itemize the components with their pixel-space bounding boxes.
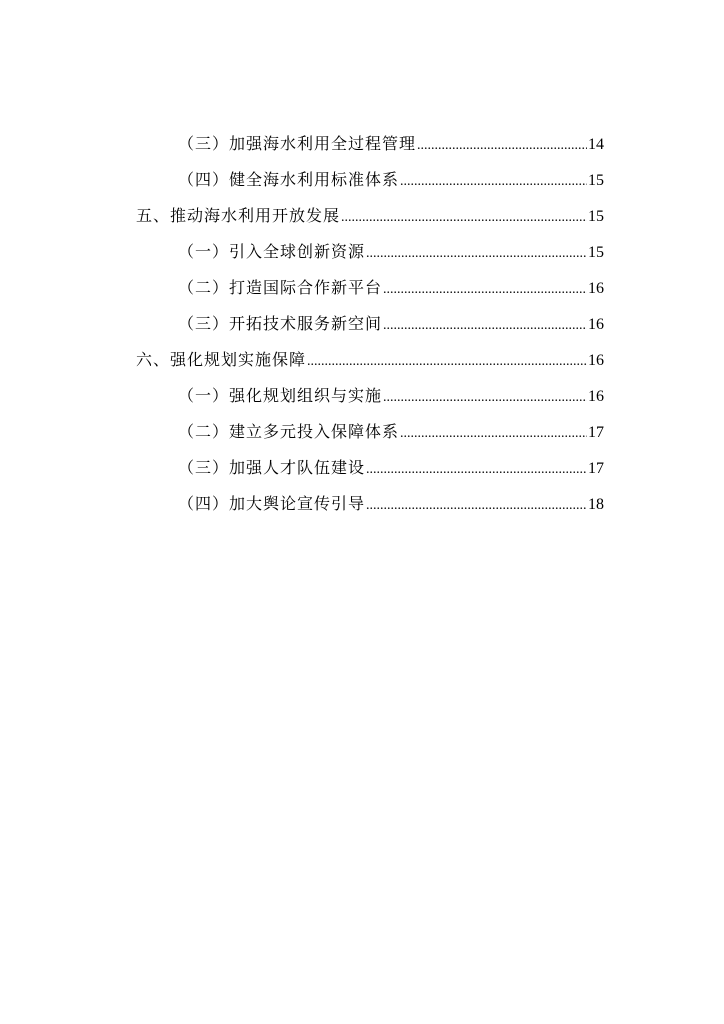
toc-entry-title: （三）加强人才队伍建设 — [178, 458, 366, 477]
toc-entry-title: （三）加强海水利用全过程管理 — [178, 134, 417, 153]
toc-entry-page-number: 16 — [588, 388, 604, 405]
toc-dot-leader — [366, 452, 587, 488]
toc-entry[interactable] — [178, 234, 724, 270]
toc-entry-title: 六、强化规划实施保障 — [136, 350, 307, 369]
toc-entry-page-number: 16 — [588, 316, 604, 333]
toc-entry-page-number: 16 — [588, 352, 604, 369]
toc-dot-leader — [341, 200, 587, 236]
toc-dot-leader — [383, 272, 587, 308]
toc-entry[interactable] — [178, 162, 724, 198]
toc-entry[interactable] — [178, 378, 724, 414]
toc-dot-leader — [366, 236, 587, 272]
toc-entry-title: （四）健全海水利用标准体系 — [178, 170, 400, 189]
toc-entry[interactable] — [178, 450, 724, 486]
toc-section-entry[interactable] — [136, 198, 724, 234]
toc-entry-page-number: 18 — [588, 496, 604, 513]
toc-entry-page-number: 17 — [588, 424, 604, 441]
toc-entry-page-number: 17 — [588, 460, 604, 477]
toc-section-entry[interactable] — [136, 342, 724, 378]
toc-entry-title: （一）引入全球创新资源 — [178, 242, 366, 261]
toc-dot-leader — [383, 380, 587, 416]
toc-dot-leader — [400, 416, 587, 452]
toc-dot-leader — [307, 344, 587, 380]
toc-entry-title: （三）开拓技术服务新空间 — [178, 314, 383, 333]
toc-entry-title: 五、推动海水利用开放发展 — [136, 206, 341, 225]
toc-entry-page-number: 16 — [588, 280, 604, 297]
toc-entry-title: （四）加大舆论宣传引导 — [178, 494, 366, 513]
toc-entry[interactable] — [178, 126, 724, 162]
toc-entry[interactable] — [178, 306, 724, 342]
toc-entry[interactable] — [178, 270, 724, 306]
toc-entry-title: （二）建立多元投入保障体系 — [178, 422, 400, 441]
toc-entry-page-number: 15 — [588, 208, 604, 225]
toc-dot-leader — [417, 128, 587, 164]
table-of-contents — [0, 126, 724, 522]
toc-dot-leader — [400, 164, 587, 200]
toc-entry-title: （二）打造国际合作新平台 — [178, 278, 383, 297]
toc-entry-page-number: 14 — [588, 136, 604, 153]
toc-entry[interactable] — [178, 486, 724, 522]
toc-dot-leader — [366, 488, 587, 524]
toc-dot-leader — [383, 308, 587, 344]
toc-entry-page-number: 15 — [588, 244, 604, 261]
toc-entry[interactable] — [178, 414, 724, 450]
toc-entry-title: （一）强化规划组织与实施 — [178, 386, 383, 405]
toc-entry-page-number: 15 — [588, 172, 604, 189]
